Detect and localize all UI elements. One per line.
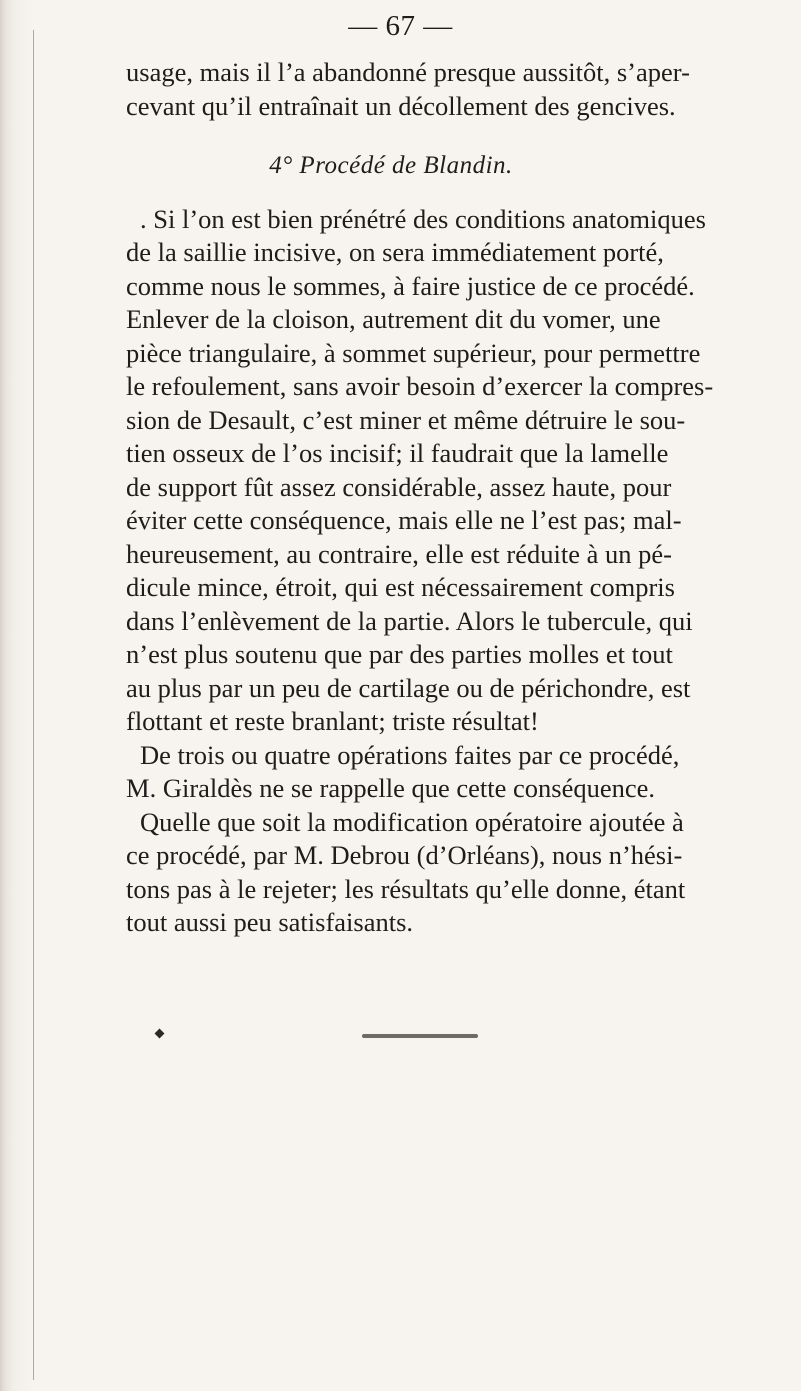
text-line: au plus par un peu de cartilage ou de périchondre, est [126, 672, 691, 703]
text-line: heureusement, au contraire, elle est réduite à un pé- [126, 538, 672, 569]
text-line: Quelle que soit la modification opératoire ajoutée à [140, 806, 684, 837]
text-line: dicule mince, étroit, qui est nécessairement compris [126, 572, 675, 602]
paragraph-4 [126, 806, 686, 940]
page-binding-edge [0, 0, 32, 1391]
text-line: comme nous le sommes, à faire justice de ce procédé. [126, 270, 695, 301]
main-text [126, 56, 714, 940]
page-number: — 67 — [348, 10, 453, 42]
paragraph-1 [126, 56, 690, 123]
text-line: usage, mais il l’a abandonné presque aussitôt, s’aper- [126, 57, 690, 87]
text-line: pièce triangulaire, à sommet supérieur, pour permettre [126, 337, 701, 368]
text-line: . Si l’on est bien prénétré des conditions anatomiques [140, 203, 706, 234]
text-line: le refoulement, sans avoir besoin d’exercer la compres- [126, 371, 714, 401]
text-line: flottant et reste branlant; triste résultat! [126, 706, 539, 736]
paragraph-3 [126, 739, 680, 806]
text-line: de la saillie incisive, on sera immédiatement porté, [126, 237, 664, 267]
paragraph-2 [126, 203, 714, 739]
text-line: tout aussi peu satisfaisants. [126, 907, 414, 937]
text-line: dans l’enlèvement de la partie. Alors le tubercule, qui [126, 605, 693, 636]
text-line: De trois ou quatre opérations faites par ce procédé, [140, 739, 680, 770]
printer-mark-dot [155, 1029, 165, 1039]
section-heading: 4° Procédé de Blandin. [269, 152, 513, 179]
text-line: Enlever de la cloison, autrement dit du vomer, une [126, 304, 661, 334]
text-line: de support fût assez considérable, assez haute, pour [126, 471, 672, 502]
text-line: tien osseux de l’os incisif; il faudrait que la lamelle [126, 438, 669, 468]
text-line: n’est plus soutenu que par des parties molles et tout [126, 639, 673, 669]
text-line: M. Giraldès ne se rappelle que cette conséquence. [126, 773, 656, 803]
page-binding-line [33, 30, 34, 1380]
text-line: sion de Desault, c’est miner et même détruire le sou- [126, 404, 686, 435]
section-end-rule [362, 1034, 478, 1038]
text-line: tons pas à le rejeter; les résultats qu’elle donne, étant [126, 873, 686, 904]
text-line: éviter cette conséquence, mais elle ne l’est pas; mal- [126, 505, 682, 535]
text-line: ce procédé, par M. Debrou (d’Orléans), nous n’hési- [126, 840, 683, 870]
text-line: cevant qu’il entraînait un décollement des gencives. [126, 90, 676, 121]
